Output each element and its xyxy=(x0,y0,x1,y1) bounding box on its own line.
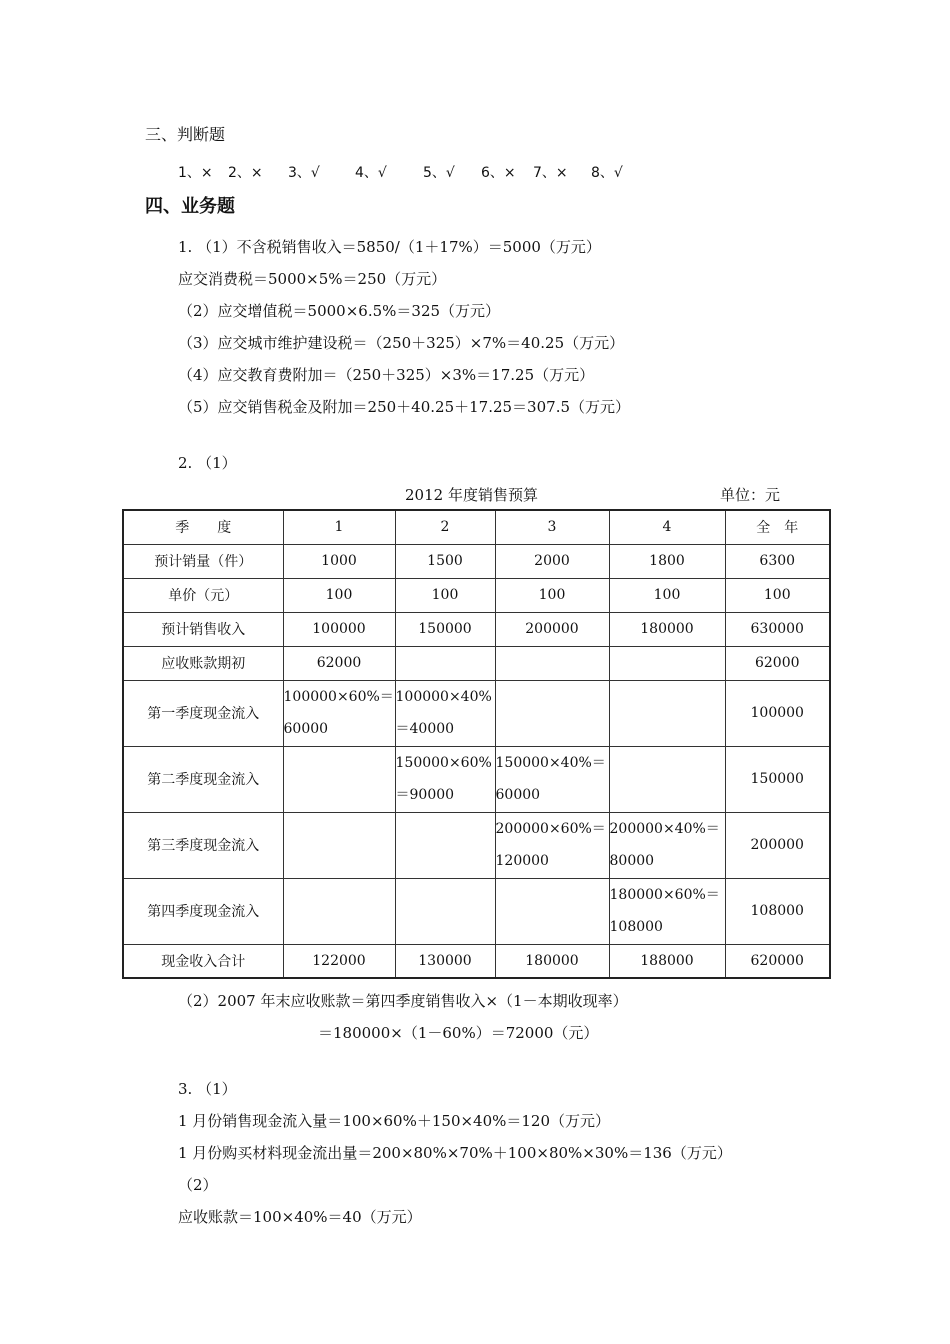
q3-line1: 1 月份销售现金流入量＝100×60%＋150×40%＝120（万元） xyxy=(178,1112,611,1130)
q1-line1: 1. （1）不含税销售收入＝5850/（1＋17%）＝5000（万元） xyxy=(178,238,601,256)
answer-5: 5、√ xyxy=(423,165,455,181)
formula-line: 150000×40%＝ xyxy=(495,755,606,771)
formula-cell xyxy=(283,812,395,878)
table-cell xyxy=(609,646,725,680)
table-cell: 1000 xyxy=(283,544,395,578)
answer-8: 8、√ xyxy=(591,165,623,181)
formula-line: 150000×60% xyxy=(395,755,492,771)
row-label: 第三季度现金流入 xyxy=(123,812,283,878)
table-cell: 2000 xyxy=(495,544,609,578)
table-cell: 100000 xyxy=(725,680,830,746)
table-row xyxy=(123,544,830,578)
formula-result: 120000 xyxy=(495,853,549,869)
answer-6: 6、× xyxy=(481,165,516,181)
formula-cell xyxy=(609,680,725,746)
row-label: 单价（元） xyxy=(123,578,283,612)
total-row xyxy=(123,944,830,978)
table-header-row xyxy=(123,510,830,544)
formula-cell xyxy=(609,812,725,878)
table-cell: 62000 xyxy=(283,646,395,680)
formula-cell xyxy=(395,812,495,878)
formula-cell xyxy=(395,680,495,746)
formula-cell xyxy=(609,878,725,944)
formula-line: 180000×60%＝ xyxy=(609,887,720,903)
header-cell: 4 xyxy=(609,510,725,544)
q3-label: 3. （1） xyxy=(178,1080,237,1098)
header-cell: 1 xyxy=(283,510,395,544)
answer-4: 4、√ xyxy=(355,165,387,181)
answer-7: 7、× xyxy=(533,165,568,181)
table-cell: 200000 xyxy=(725,812,830,878)
q1-line2: 应交消费税＝5000×5%＝250（万元） xyxy=(178,270,447,288)
formula-cell xyxy=(609,746,725,812)
q3-line3: （2） xyxy=(178,1176,218,1194)
q1-line6: （5）应交销售税金及附加＝250＋40.25＋17.25＝307.5（万元） xyxy=(178,398,631,416)
judgement-answers xyxy=(178,163,678,183)
row-label: 第二季度现金流入 xyxy=(123,746,283,812)
q2-part2-line1: （2）2007 年末应收账款＝第四季度销售收入×（1－本期收现率） xyxy=(178,992,628,1010)
q3-line2: 1 月份购买材料现金流出量＝200×80%×70%＋100×80%×30%＝136（万元） xyxy=(178,1144,732,1162)
header-cell: 全 年 xyxy=(725,510,830,544)
table-cell: 100 xyxy=(395,578,495,612)
table-cell xyxy=(495,646,609,680)
table-cell: 100 xyxy=(725,578,830,612)
header-cell: 3 xyxy=(495,510,609,544)
table-row xyxy=(123,578,830,612)
formula-result: 80000 xyxy=(609,853,655,869)
formula-line: 200000×60%＝ xyxy=(495,821,606,837)
cash-row-q2 xyxy=(123,746,830,812)
table-cell: 180000 xyxy=(495,944,609,978)
section4-title: 四、业务题 xyxy=(145,196,235,217)
formula-cell xyxy=(283,878,395,944)
table-cell: 100 xyxy=(609,578,725,612)
q3-line4: 应收账款＝100×40%＝40（万元） xyxy=(178,1208,422,1226)
formula-result: 60000 xyxy=(495,787,541,803)
row-label: 第四季度现金流入 xyxy=(123,878,283,944)
table-unit: 单位：元 xyxy=(720,486,781,504)
formula-result: ＝90000 xyxy=(395,787,455,803)
table-row xyxy=(123,612,830,646)
table-cell xyxy=(395,646,495,680)
row-label: 第一季度现金流入 xyxy=(123,680,283,746)
table-cell: 188000 xyxy=(609,944,725,978)
table-cell: 620000 xyxy=(725,944,830,978)
cash-row-q1 xyxy=(123,680,830,746)
formula-cell xyxy=(495,746,609,812)
formula-cell xyxy=(495,680,609,746)
cash-row-q3 xyxy=(123,812,830,878)
table-cell: 1500 xyxy=(395,544,495,578)
answer-1: 1、× xyxy=(178,165,213,181)
table-cell: 130000 xyxy=(395,944,495,978)
table-cell: 630000 xyxy=(725,612,830,646)
answer-2: 2、× xyxy=(228,165,263,181)
table-cell: 100 xyxy=(283,578,395,612)
formula-result: ＝40000 xyxy=(395,721,455,737)
q1-line4: （3）应交城市维护建设税＝（250＋325）×7%＝40.25（万元） xyxy=(178,334,625,352)
row-label: 预计销量（件） xyxy=(123,544,283,578)
row-label: 应收账款期初 xyxy=(123,646,283,680)
row-label: 现金收入合计 xyxy=(123,944,283,978)
formula-line: 100000×40% xyxy=(395,689,492,705)
table-cell: 100000 xyxy=(283,612,395,646)
q2-label: 2. （1） xyxy=(178,454,237,472)
table-title: 2012 年度销售预算 xyxy=(405,486,538,504)
sales-budget-table xyxy=(122,509,831,979)
formula-cell xyxy=(495,812,609,878)
formula-line: 200000×40%＝ xyxy=(609,821,720,837)
q1-line3: （2）应交增值税＝5000×6.5%＝325（万元） xyxy=(178,302,501,320)
table-cell: 200000 xyxy=(495,612,609,646)
cash-row-q4 xyxy=(123,878,830,944)
table-cell: 1800 xyxy=(609,544,725,578)
table-cell: 100 xyxy=(495,578,609,612)
table-cell: 62000 xyxy=(725,646,830,680)
formula-cell xyxy=(495,878,609,944)
formula-line: 100000×60%＝ xyxy=(283,689,394,705)
table-cell: 150000 xyxy=(395,612,495,646)
row-label: 预计销售收入 xyxy=(123,612,283,646)
header-cell: 季 度 xyxy=(123,510,283,544)
header-cell: 2 xyxy=(395,510,495,544)
formula-cell xyxy=(283,746,395,812)
table-cell: 108000 xyxy=(725,878,830,944)
answer-3: 3、√ xyxy=(288,165,320,181)
table-cell: 150000 xyxy=(725,746,830,812)
table-cell: 180000 xyxy=(609,612,725,646)
formula-result: 60000 xyxy=(283,721,329,737)
formula-cell xyxy=(395,878,495,944)
section3-title: 三、判断题 xyxy=(145,125,226,144)
table-cell: 6300 xyxy=(725,544,830,578)
q1-line5: （4）应交教育费附加＝（250＋325）×3%＝17.25（万元） xyxy=(178,366,595,384)
formula-cell xyxy=(283,680,395,746)
table-row xyxy=(123,646,830,680)
table-cell: 122000 xyxy=(283,944,395,978)
formula-result: 108000 xyxy=(609,919,663,935)
formula-cell xyxy=(395,746,495,812)
q2-part2-line2: ＝180000×（1－60%）＝72000（元） xyxy=(318,1024,599,1042)
